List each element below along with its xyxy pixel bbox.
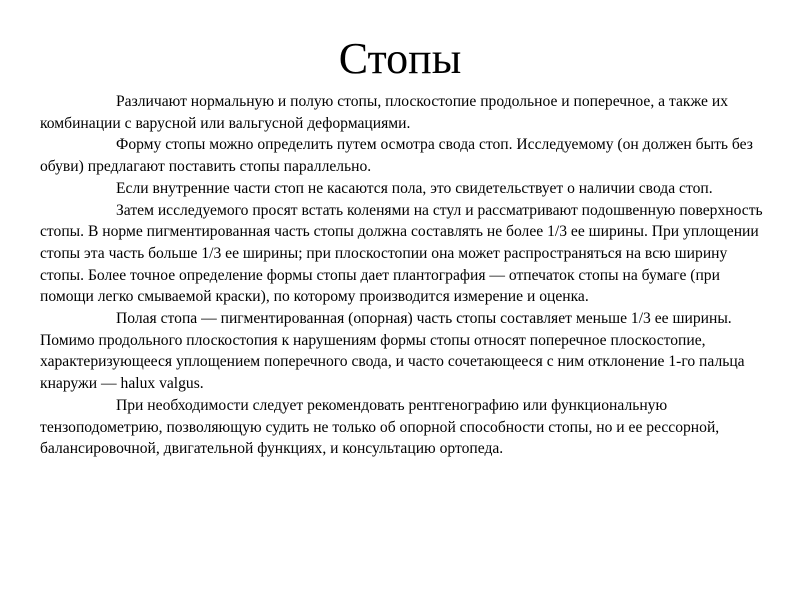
paragraph-arch-presence: Если внутренние части стоп не касаются пола, это свидетельствует о наличии свода стоп. — [116, 179, 713, 197]
slide-body — [40, 91, 764, 460]
paragraph-foot-types: Различают нормальную и полую стопы, плоскостопие продольное и поперечное, а также их комбинации с варусной или вальгусной деформациями. — [40, 93, 728, 132]
paragraph-recommendations: При необходимости следует рекомендовать рентгенографию или функциональную тензоподометрию, позволяющую судить не только об опорной способности стопы, но и ее рессорной, балансировочной, двигательной функциях, и консультацию ортопеда. — [40, 396, 720, 458]
paragraph-arch-inspection: Форму стопы можно определить путем осмотра свода стоп. Исследуемому (он должен быть без обуви) предлагают поставить стопы параллельно. — [40, 136, 753, 176]
slide-title: Стопы — [338, 34, 462, 83]
paragraph-plantography: Затем исследуемого просят встать коленями на стул и рассматривают подошвенную поверхность стопы. В норме пигментированная часть стопы должна составлять не более 1/3 ее ширины. При уплощении стопы эта часть больше 1/3 ее ширины; при плоскостопии она может распространяться на всю ширину стопы. Более точное определение формы стопы дает плантография — отпечаток стопы на бумаге (при помощи легко смываемой краски), по которому производится измерение и оценка. — [40, 201, 763, 306]
paragraph-hollow-foot: Полая стопа — пигментированная (опорная) часть стопы составляет меньше 1/3 ее ширины. Помимо продольного плоскостопия к нарушениям формы стопы относят поперечное плоскостопие, характеризующееся уплощением поперечного свода, и часто сочетающееся с ним отклонение 1-го пальца кнаружи — halux valgus. — [40, 310, 745, 393]
